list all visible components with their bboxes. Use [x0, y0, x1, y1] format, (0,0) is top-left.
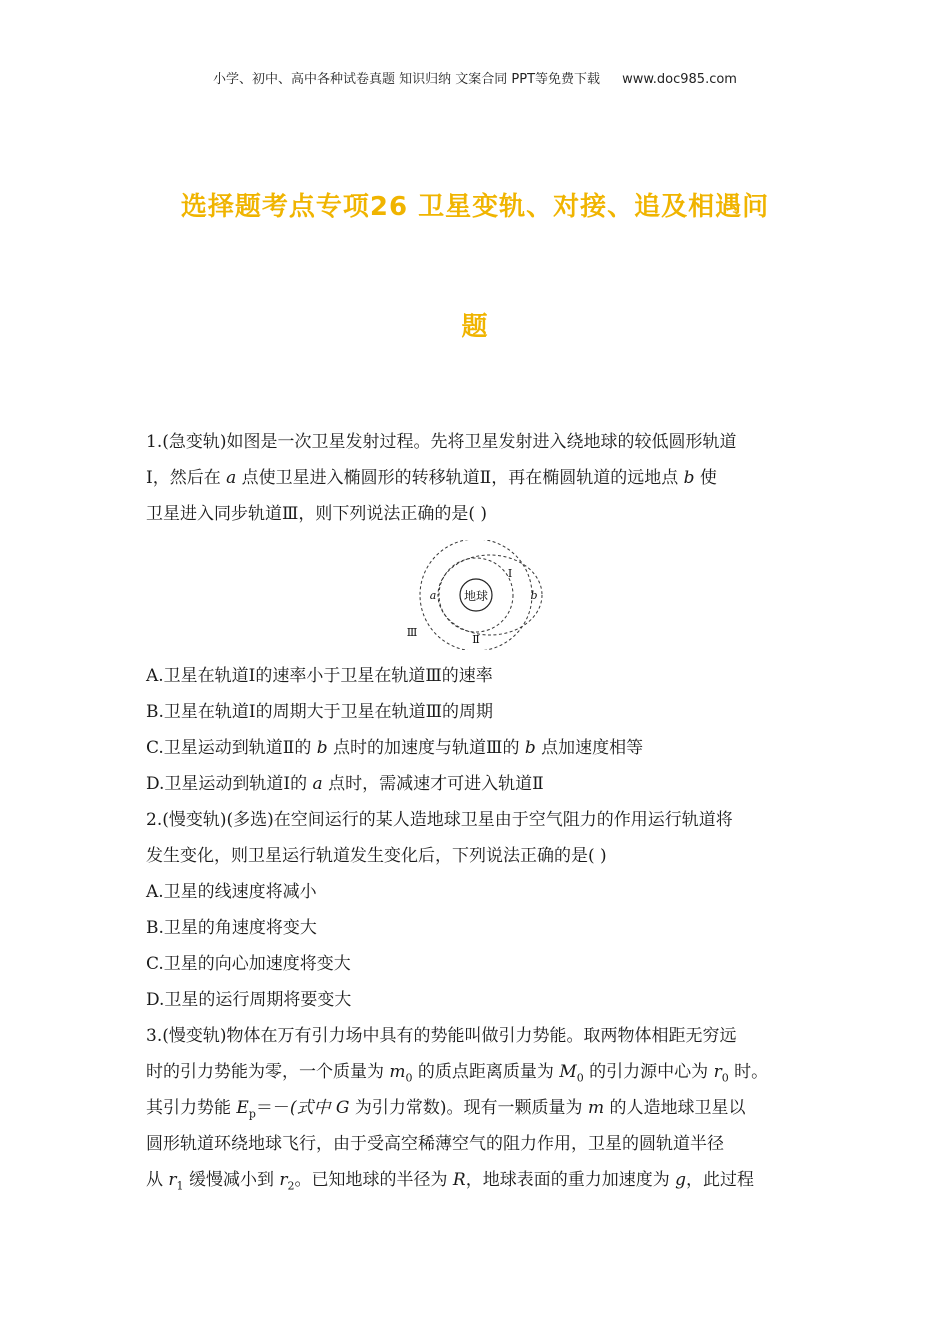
- header-site-link[interactable]: www.doc985.com: [622, 72, 737, 87]
- question-content: [146, 424, 816, 1198]
- q1-tag: 急变轨: [168, 432, 220, 452]
- q2-line2: 发生变化，则卫星运行轨道发生变化后，下列说法正确的是( ): [146, 846, 607, 866]
- orbit-1-label: Ⅰ: [507, 567, 513, 580]
- q1-line3: 卫星进入同步轨道Ⅲ，则下列说法正确的是( ): [146, 504, 488, 524]
- header-text: 小学、初中、高中各种试卷真题 知识归纳 文案合同 PPT等免费下载: [213, 72, 601, 87]
- orbit-2-label: Ⅱ: [472, 633, 480, 646]
- q2-line1: 2.(慢变轨)(多选)在空间运行的某人造地球卫星由于空气阻力的作用运行轨道将: [146, 810, 733, 830]
- orbit-diagram: [146, 540, 816, 650]
- orbit-3-label: Ⅲ: [406, 626, 418, 639]
- q2-option-d: D.卫星的运行周期将要变大: [146, 990, 352, 1010]
- q1-option-d: D.卫星运动到轨道Ⅰ的 a 点时，需减速才可进入轨道Ⅱ: [146, 774, 544, 794]
- q2-option-b: B.卫星的角速度将变大: [146, 918, 317, 938]
- point-b-label: b: [530, 589, 538, 602]
- q3-line4: 圆形轨道环绕地球飞行，由于受高空稀薄空气的阻力作用，卫星的圆轨道半径: [146, 1134, 724, 1154]
- point-a-label: a: [429, 589, 437, 602]
- page-title-line1: 选择题考点专项26 卫星变轨、对接、追及相遇问: [180, 192, 770, 222]
- q3-line5: 从 $r_1$ 缓慢减小到 $r_2$。已知地球的半径为 R，地球表面的重力加速度为 g，此过程: [146, 1170, 755, 1193]
- q1-line2: Ⅰ，然后在 a 点使卫星进入椭圆形的转移轨道Ⅱ，再在椭圆轨道的远地点 b 使: [146, 468, 717, 488]
- q2-tag: 慢变轨: [168, 810, 220, 830]
- q3-line3: 其引力势能 $E_p=-$(式中 G 为引力常数)。现有一颗质量为 m 的人造地球卫星以: [146, 1098, 746, 1121]
- page-title-line2: 题: [461, 312, 489, 342]
- q3-line2: 时的引力势能为零，一个质量为 $m_0$ 的质点距离质量为 $M_0$ 的引力源中心为 $r_0$ 时。: [146, 1062, 769, 1085]
- q1-option-c: C.卫星运动到轨道Ⅱ的 b 点时的加速度与轨道Ⅲ的 b 点加速度相等: [146, 738, 644, 758]
- page-header: [0, 68, 950, 87]
- q2-option-a: A.卫星的线速度将减小: [146, 882, 317, 902]
- q3-line1: 3.(慢变轨)物体在万有引力场中具有的势能叫做引力势能。取两物体相距无穷远: [146, 1026, 737, 1046]
- q1-option-a: A.卫星在轨道Ⅰ的速率小于卫星在轨道Ⅲ的速率: [146, 666, 493, 686]
- q1-line1: 1.(急变轨)如图是一次卫星发射过程。先将卫星发射进入绕地球的较低圆形轨道: [146, 432, 737, 452]
- q1-option-b: B.卫星在轨道Ⅰ的周期大于卫星在轨道Ⅲ的周期: [146, 702, 494, 722]
- q2-tag-multi: 多选: [233, 810, 268, 830]
- q2-option-c: C.卫星的向心加速度将变大: [146, 954, 351, 974]
- earth-label: 地球: [463, 589, 489, 603]
- q3-tag: 慢变轨: [168, 1026, 220, 1046]
